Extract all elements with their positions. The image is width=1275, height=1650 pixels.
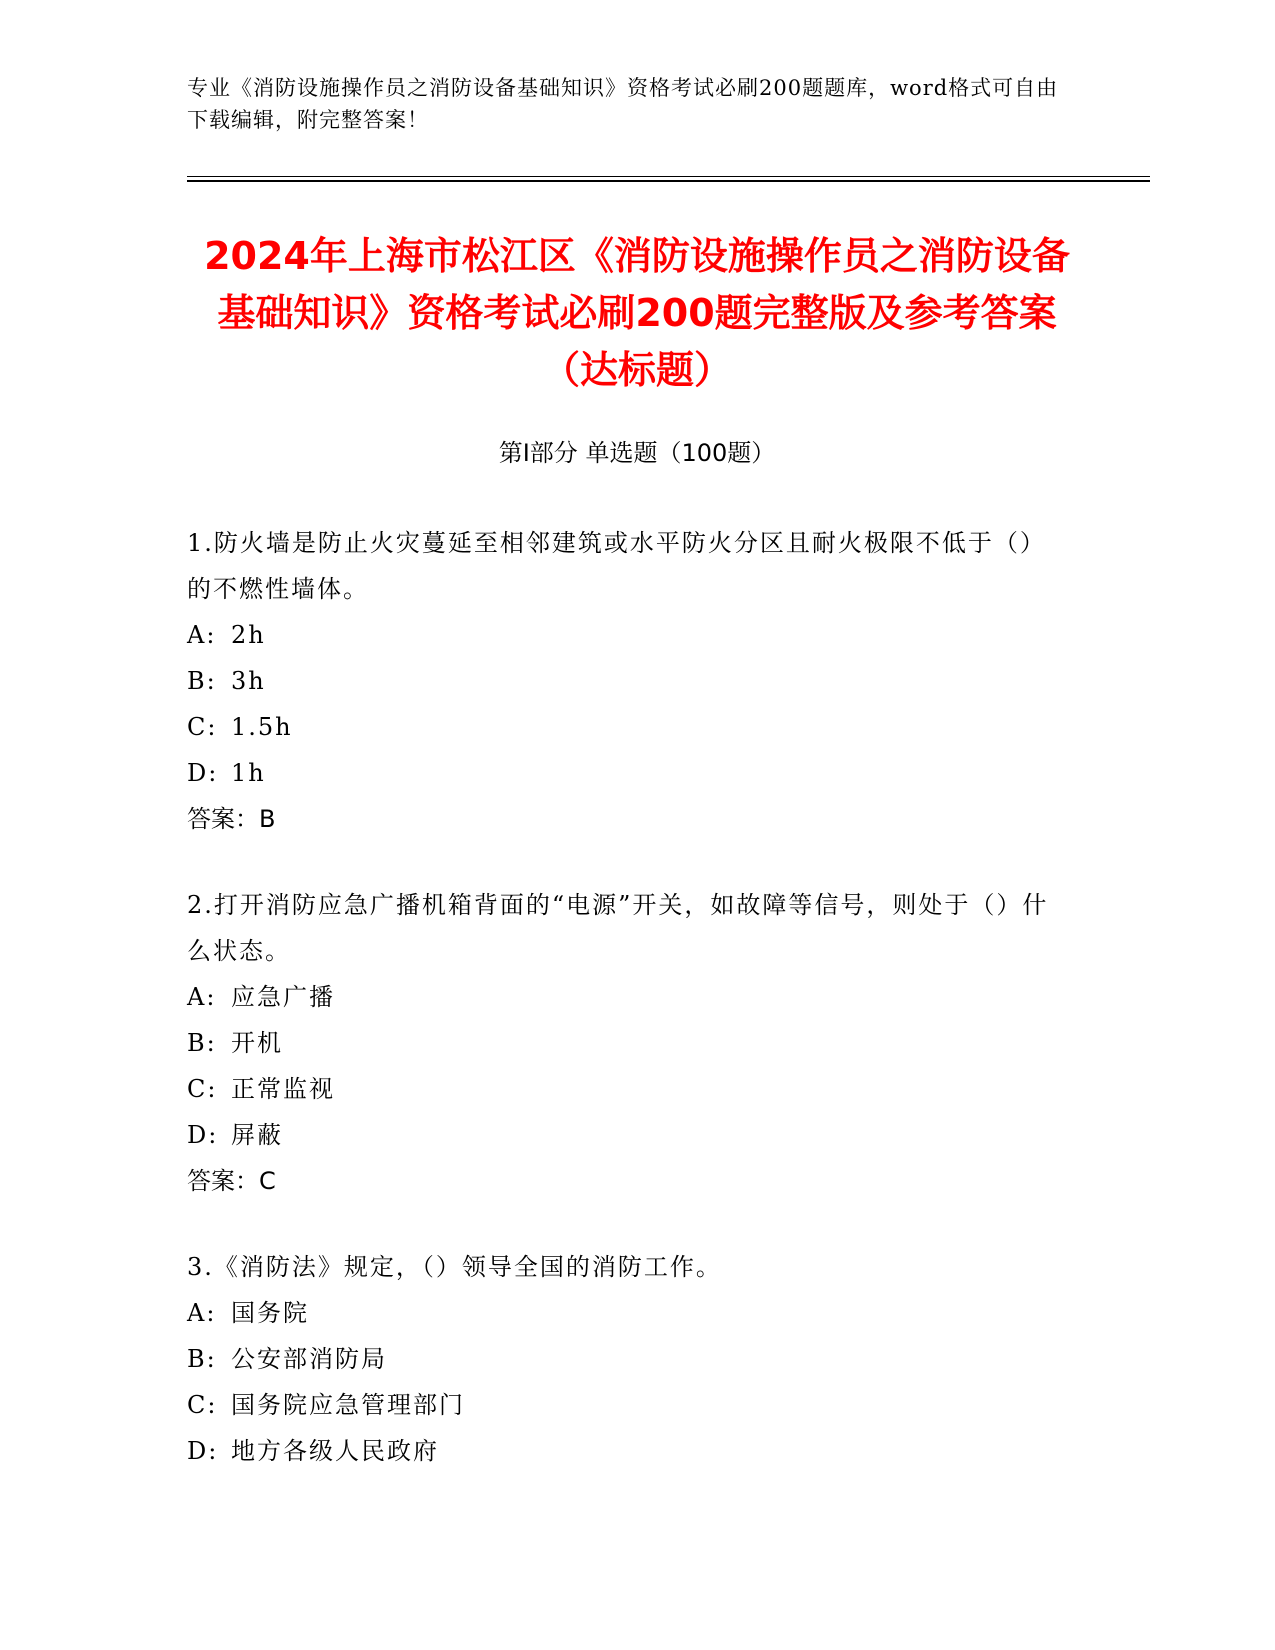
question-1 xyxy=(187,520,1067,842)
option-value: 开机 xyxy=(231,1029,283,1057)
option-key: C: xyxy=(187,1391,218,1419)
option-value: 国务院应急管理部门 xyxy=(231,1391,465,1419)
answer: 答案：C xyxy=(187,1167,276,1195)
option-b xyxy=(187,658,1067,704)
option-key: A: xyxy=(187,1299,217,1327)
option-value: 屏蔽 xyxy=(231,1121,283,1149)
option-b xyxy=(187,1336,1067,1382)
option-value: 国务院 xyxy=(231,1299,309,1327)
option-c xyxy=(187,704,1067,750)
option-c xyxy=(187,1066,1067,1112)
document-header: 专业《消防设施操作员之消防设备基础知识》资格考试必刷200题题库，word格式可自由下载编辑，附完整答案！ xyxy=(187,76,1059,132)
option-key: D: xyxy=(187,1437,219,1465)
option-d xyxy=(187,1112,1067,1158)
option-key: B: xyxy=(187,1029,217,1057)
header-divider-thin xyxy=(187,176,1150,177)
option-d xyxy=(187,1428,1067,1474)
option-a xyxy=(187,974,1067,1020)
answer: 答案：B xyxy=(187,805,276,833)
document-title: 2024年上海市松江区《消防设施操作员之消防设备基础知识》资格考试必刷200题完整版及参考答案（达标题） xyxy=(204,234,1070,392)
question-text: 1.防火墙是防止火灾蔓延至相邻建筑或水平防火分区且耐火极限不低于（）的不燃性墙体。 xyxy=(187,529,1046,603)
header-divider-thick xyxy=(187,180,1150,182)
question-list xyxy=(187,520,1067,1514)
option-value: 公安部消防局 xyxy=(231,1345,387,1373)
question-text: 3.《消防法》规定，（）领导全国的消防工作。 xyxy=(187,1253,722,1281)
option-b xyxy=(187,1020,1067,1066)
option-a xyxy=(187,612,1067,658)
option-value: 2h xyxy=(231,621,266,649)
option-value: 正常监视 xyxy=(231,1075,335,1103)
option-value: 3h xyxy=(231,667,266,695)
question-text: 2.打开消防应急广播机箱背面的“电源”开关，如故障等信号，则处于（）什么状态。 xyxy=(187,891,1049,965)
option-value: 1h xyxy=(231,759,266,787)
option-key: B: xyxy=(187,1345,217,1373)
option-key: D: xyxy=(187,1121,219,1149)
section-heading: 第Ⅰ部分 单选题（100题） xyxy=(498,439,776,467)
question-3 xyxy=(187,1244,1067,1474)
option-key: C: xyxy=(187,1075,218,1103)
option-value: 1.5h xyxy=(231,713,293,741)
option-d xyxy=(187,750,1067,796)
option-key: A: xyxy=(187,983,217,1011)
option-c xyxy=(187,1382,1067,1428)
option-key: D: xyxy=(187,759,219,787)
question-2 xyxy=(187,882,1067,1204)
option-a xyxy=(187,1290,1067,1336)
option-value: 应急广播 xyxy=(231,983,335,1011)
option-key: B: xyxy=(187,667,217,695)
option-value: 地方各级人民政府 xyxy=(231,1437,439,1465)
option-key: A: xyxy=(187,621,217,649)
option-key: C: xyxy=(187,713,218,741)
